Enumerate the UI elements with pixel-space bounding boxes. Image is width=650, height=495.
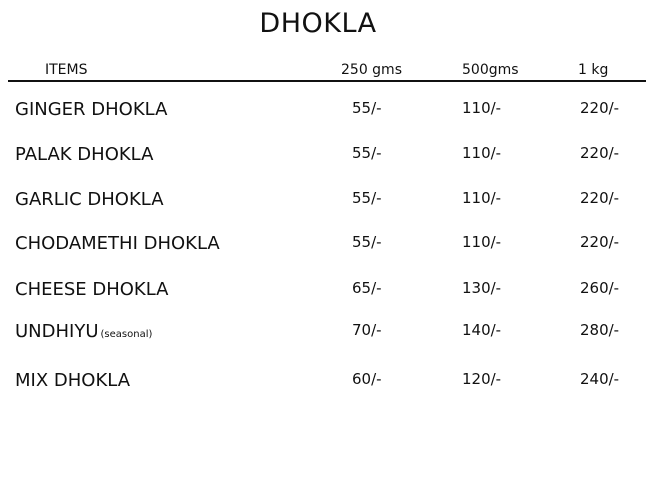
item-name: UNDHIYU (seasonal) — [15, 321, 153, 342]
price-250gms: 65/- — [352, 279, 382, 297]
seasonal-note: (seasonal) — [100, 329, 153, 340]
price-250gms: 55/- — [352, 189, 382, 207]
price-250gms: 55/- — [352, 233, 382, 251]
price-500gms: 110/- — [462, 144, 502, 162]
price-500gms: 130/- — [462, 279, 502, 297]
item-name: CHEESE DHOKLA — [15, 279, 169, 300]
price-1kg: 220/- — [580, 189, 620, 207]
price-250gms: 60/- — [352, 370, 382, 388]
header-250gms: 250 gms — [341, 62, 402, 78]
price-250gms: 70/- — [352, 321, 382, 339]
price-1kg: 220/- — [580, 99, 620, 117]
header-500gms: 500gms — [462, 62, 519, 78]
item-name: GARLIC DHOKLA — [15, 189, 164, 210]
price-250gms: 55/- — [352, 144, 382, 162]
price-1kg: 220/- — [580, 233, 620, 251]
item-name: MIX DHOKLA — [15, 370, 131, 391]
price-500gms: 110/- — [462, 233, 502, 251]
item-name: CHODAMETHI DHOKLA — [15, 233, 220, 254]
price-500gms: 110/- — [462, 99, 502, 117]
menu-row-cheese-dhokla — [0, 279, 650, 309]
menu-row-undhiyu — [0, 321, 650, 351]
page-title: DHOKLA — [259, 8, 377, 39]
price-500gms: 140/- — [462, 321, 502, 339]
header-items: ITEMS — [45, 62, 88, 78]
price-500gms: 120/- — [462, 370, 502, 388]
price-1kg: 220/- — [580, 144, 620, 162]
menu-row-mix-dhokla — [0, 370, 650, 400]
item-name: PALAK DHOKLA — [15, 144, 154, 165]
header-divider — [8, 80, 646, 82]
price-500gms: 110/- — [462, 189, 502, 207]
menu-row-chodamethi-dhokla — [0, 233, 650, 263]
item-name: GINGER DHOKLA — [15, 99, 168, 120]
menu-row-garlic-dhokla — [0, 189, 650, 219]
menu-row-palak-dhokla — [0, 144, 650, 174]
price-250gms: 55/- — [352, 99, 382, 117]
price-1kg: 260/- — [580, 279, 620, 297]
price-1kg: 240/- — [580, 370, 620, 388]
header-1kg: 1 kg — [578, 62, 609, 78]
price-1kg: 280/- — [580, 321, 620, 339]
menu-row-ginger-dhokla — [0, 99, 650, 129]
